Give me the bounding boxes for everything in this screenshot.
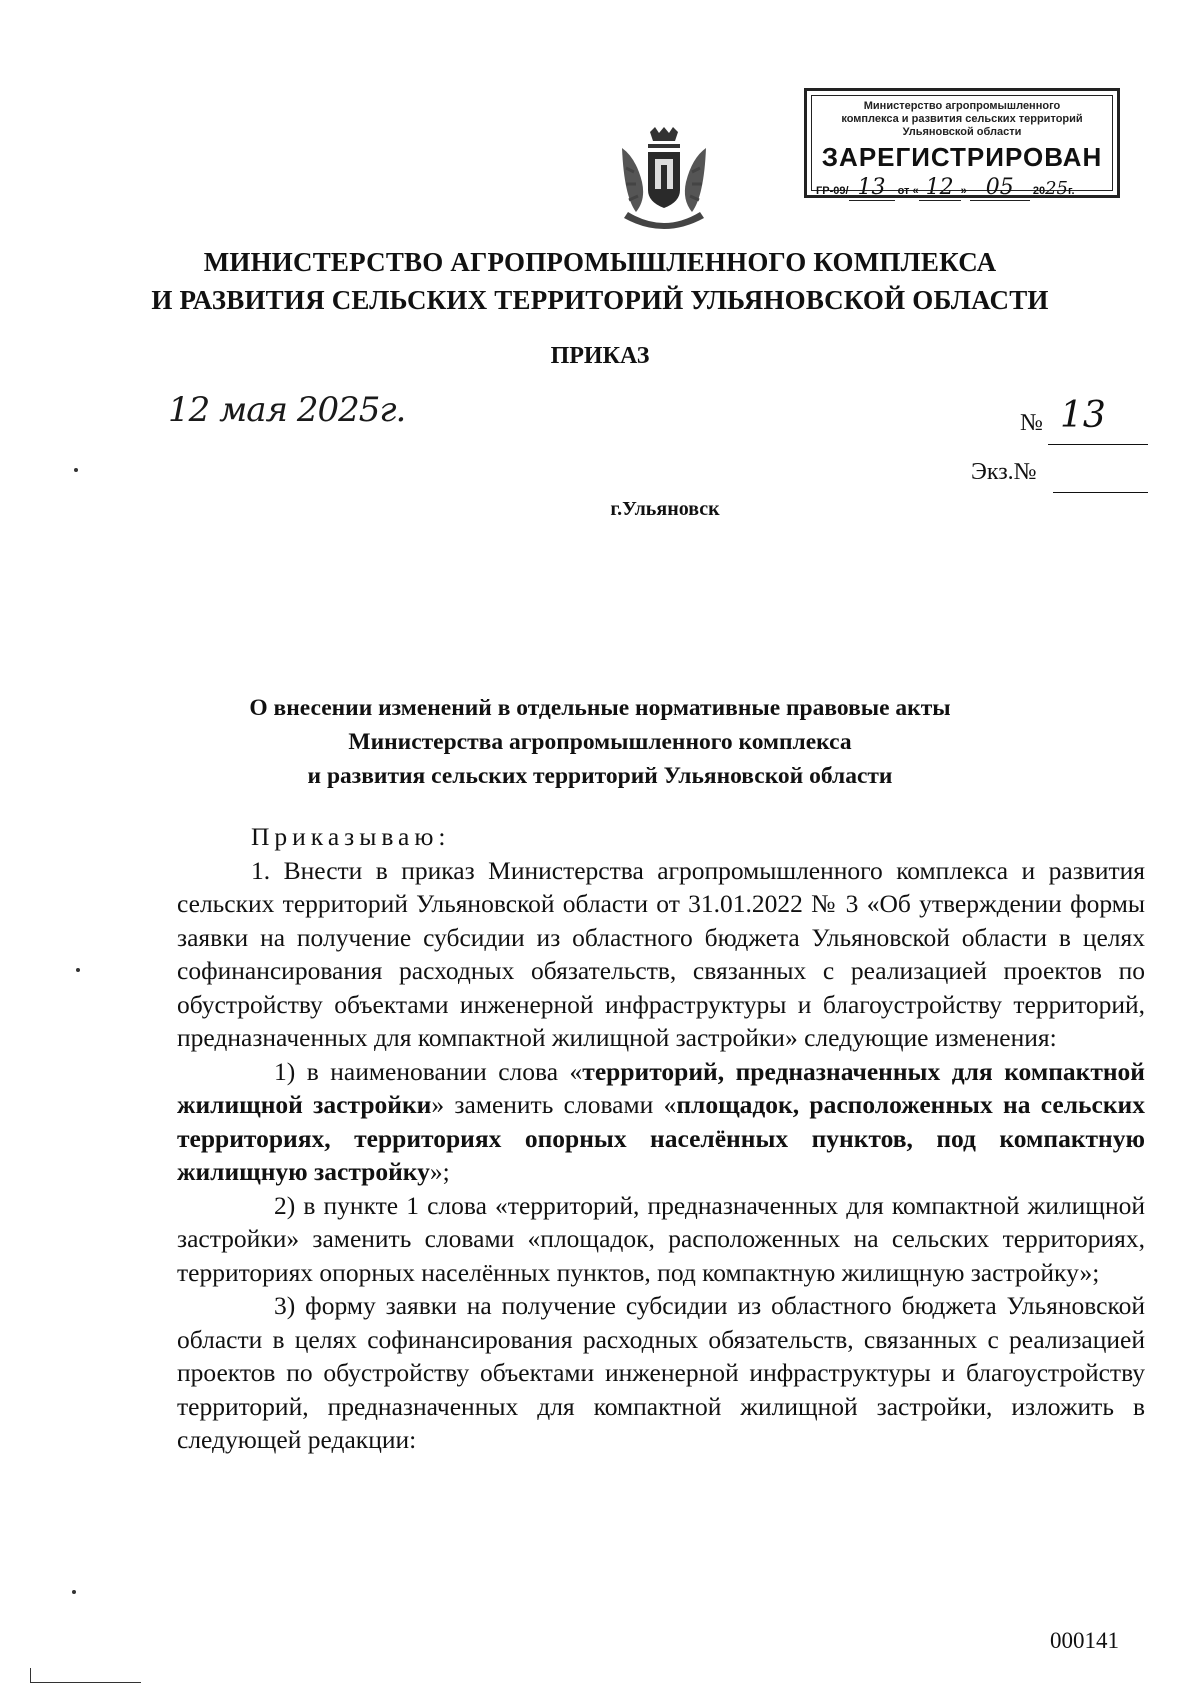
order-number-label: №: [1020, 410, 1043, 436]
registration-stamp: [804, 88, 1120, 198]
ministry-header: [0, 243, 1200, 319]
stamp-reg-year-end: г.: [1068, 185, 1075, 197]
stamp-title: ЗАРЕГИСТРИРОВАН: [821, 142, 1103, 172]
scan-corner-mark: [30, 1668, 141, 1683]
stamp-reg-number: 13: [849, 175, 895, 201]
scan-dot: [72, 1590, 76, 1594]
subject-line-2: Министерства агропромышленного комплекса: [348, 729, 852, 755]
copy-number-blank: [1053, 492, 1148, 493]
p2-part-a: 1) в наименовании слова «: [274, 1056, 583, 1086]
copy-number-label: Экз.№: [971, 459, 1037, 485]
p2-part-c: » заменить словами «: [431, 1090, 677, 1119]
stamp-reg-prefix: ГР-09/: [816, 185, 849, 197]
stamp-line-1: Министерство агропромышленного: [863, 100, 1061, 112]
ministry-line-2: И РАЗВИТИЯ СЕЛЬСКИХ ТЕРРИТОРИЙ УЛЬЯНОВСКОЙ ОБЛАСТИ: [151, 285, 1049, 315]
order-body: [177, 820, 1145, 1457]
coat-of-arms-icon: [612, 126, 716, 230]
stamp-reg-day: 12: [919, 175, 961, 201]
stamp-reg-from: от «: [897, 185, 919, 197]
ministry-line-1: МИНИСТЕРСТВО АГРОПРОМЫШЛЕННОГО КОМПЛЕКСА: [203, 247, 997, 277]
city-name: г.Ульяновск: [610, 498, 720, 520]
stamp-reg-month: 05: [970, 175, 1030, 201]
handwritten-date: 12 мая 2025г.: [168, 390, 406, 430]
stamp-line-3: Ульяновской области: [902, 126, 1022, 138]
subject-line-3: и развития сельских территорий Ульяновской области: [307, 763, 893, 789]
stamp-line-2: комплекса и развития сельских территорий: [841, 113, 1083, 125]
p2-part-e: »;: [429, 1157, 450, 1186]
stamp-reg-year-suffix: 25: [1045, 178, 1069, 199]
page-code: 000141: [1050, 1628, 1119, 1653]
order-command-word: Приказываю:: [251, 822, 451, 851]
p2-part-b-bold: территорий, предназначенных для компактной жилищной застройки: [177, 1056, 1145, 1119]
order-number-value: 13: [1048, 395, 1148, 445]
stamp-registration-line: ГР-09/ 13 от « 12 » 05 2025г.: [816, 175, 1075, 200]
stamp-reg-year-prefix: 20: [1032, 185, 1046, 197]
document-type-title: ПРИКАЗ: [550, 343, 650, 369]
paragraph-subitem-3: 3) форму заявки на получение субсидии из областного бюджета Ульяновской области в целях софинансирования расходных обязательств, связанных с реализацией проектов по обустройству объектами инженерной инфраструктуры и благоустройству территорий, предназначенных для компактной жилищной застройки, изложить в следующей редакции:: [177, 1291, 1145, 1454]
p2-part-d-bold: площадок, расположенных на сельских территориях, территориях опорных населённых пунктов, под компактную жилищную застройку: [177, 1090, 1145, 1186]
subject-line-1: О внесении изменений в отдельные нормативные правовые акты: [249, 695, 951, 721]
stamp-inner-frame: [811, 95, 1113, 200]
paragraph-subitem-1: [177, 1055, 1145, 1189]
order-subject: [0, 691, 1200, 793]
scan-dot: [74, 468, 78, 472]
scan-dot: [76, 968, 80, 972]
paragraph-1: 1. Внести в приказ Министерства агропромышленного комплекса и развития сельских территорий Ульяновской области от 31.01.2022 № 3 «Об утверждении формы заявки на получение субсидии из областного бюджета Ульяновской области в целях софинансирования расходных обязательств, связанных с реализацией проектов по обустройству объектами инженерной инфраструктуры и благоустройству территорий, предназначенных для компактной жилищной застройки» следующие изменения:: [177, 855, 1145, 1052]
paragraph-subitem-2: 2) в пункте 1 слова «территорий, предназначенных для компактной жилищной застройки» заменить словами «площадок, расположенных на сельских территориях, территориях опорных населённых пунктов, под компактную жилищную застройку»;: [177, 1190, 1145, 1287]
